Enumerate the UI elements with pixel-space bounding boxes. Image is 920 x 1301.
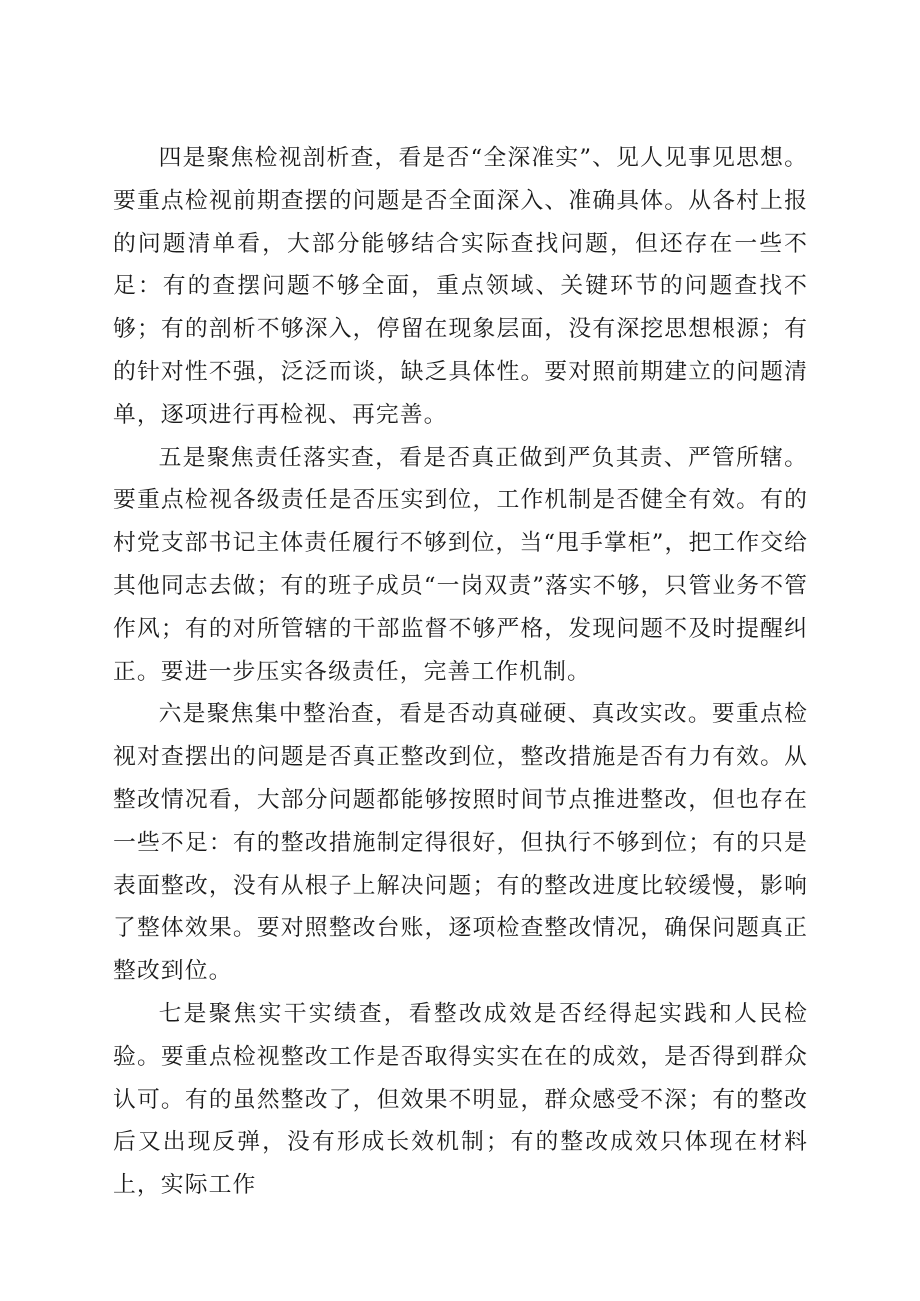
document-body (113, 137, 808, 1207)
paragraph-four: 四是聚焦检视剖析查，看是否“全深准实”、见人见事见思想。要重点检视前期查摆的问题是否全面深入、准确具体。从各村上报的问题清单看，大部分能够结合实际查找问题，但还存在一些不足：有的查摆问题不够全面，重点领域、关键环节的问题查找不够；有的剖析不够深入，停留在现象层面，没有深挖思想根源；有的针对性不强，泛泛而谈，缺乏具体性。要对照前期建立的问题清单，逐项进行再检视、再完善。 (113, 145, 808, 428)
paragraph-six: 六是聚焦集中整治查，看是否动真碰硬、真改实改。要重点检视对查摆出的问题是否真正整改到位，整改措施是否有力有效。从整改情况看，大部分问题都能够按照时间节点推进整改，但也存在一些不足：有的整改措施制定得很好，但执行不够到位；有的只是表面整改，没有从根子上解决问题；有的整改进度比较缓慢，影响了整体效果。要对照整改台账，逐项检查整改情况，确保问题真正整改到位。 (113, 701, 808, 985)
paragraph-five: 五是聚焦责任落实查，看是否真正做到严负其责、严管所辖。要重点检视各级责任是否压实到位，工作机制是否健全有效。有的村党支部书记主体责任履行不够到位，当“甩手掌柜”，把工作交给其他同志去做；有的班子成员“一岗双责”落实不够，只管业务不管作风；有的对所管辖的干部监督不够严格，发现问题不及时提醒纠正。要进一步压实各级责任，完善工作机制。 (113, 444, 808, 685)
paragraph-seven: 七是聚焦实干实绩查，看整改成效是否经得起实践和人民检验。要重点检视整改工作是否取得实实在在的成效，是否得到群众认可。有的虽然整改了，但效果不明显，群众感受不深；有的整改后又出现反弹，没有形成长效机制；有的整改成效只体现在材料上，实际工作 (113, 1000, 808, 1199)
